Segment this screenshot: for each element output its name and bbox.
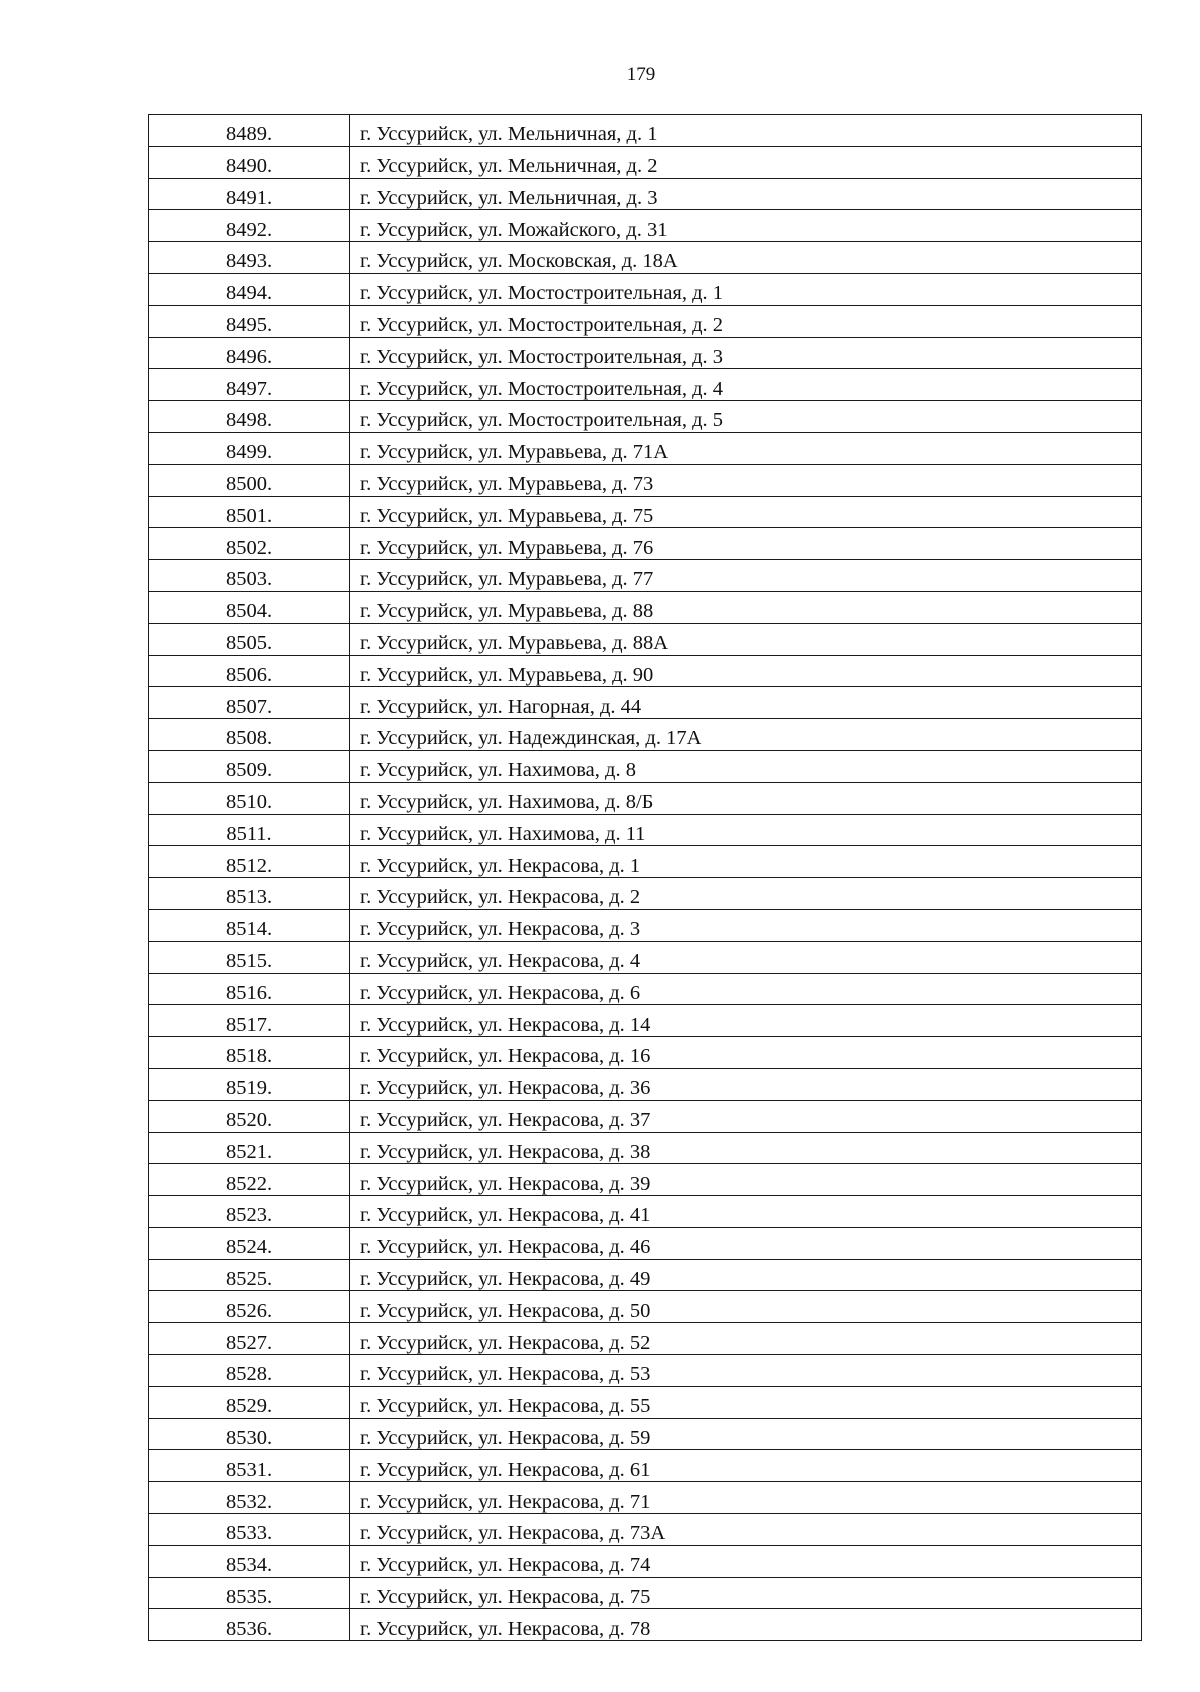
- row-number-cell: 8515.: [149, 941, 350, 973]
- page-number: 179: [626, 64, 656, 85]
- address-table: [148, 114, 1142, 1641]
- row-number-cell: 8520.: [149, 1100, 350, 1132]
- address-cell: г. Уссурийск, ул. Мельничная, д. 3: [350, 178, 1142, 210]
- row-number-cell: 8495.: [149, 305, 350, 337]
- row-number-cell: 8518.: [149, 1037, 350, 1069]
- table-row: [149, 115, 1142, 147]
- table-row: [149, 1132, 1142, 1164]
- row-number-cell: 8523.: [149, 1196, 350, 1228]
- address-cell: г. Уссурийск, ул. Можайского, д. 31: [350, 210, 1142, 242]
- address-cell: г. Уссурийск, ул. Мостостроительная, д. 3: [350, 337, 1142, 369]
- address-cell: г. Уссурийск, ул. Некрасова, д. 74: [350, 1545, 1142, 1577]
- row-number-cell: 8509.: [149, 750, 350, 782]
- table-row: [149, 146, 1142, 178]
- table-row: [149, 1323, 1142, 1355]
- row-number-cell: 8512.: [149, 846, 350, 878]
- row-number-cell: 8516.: [149, 973, 350, 1005]
- table-row: [149, 1259, 1142, 1291]
- table-row: [149, 1450, 1142, 1482]
- address-cell: г. Уссурийск, ул. Некрасова, д. 16: [350, 1037, 1142, 1069]
- address-cell: г. Уссурийск, ул. Некрасова, д. 75: [350, 1577, 1142, 1609]
- table-row: [149, 1418, 1142, 1450]
- row-number-cell: 8502.: [149, 528, 350, 560]
- address-cell: г. Уссурийск, ул. Некрасова, д. 55: [350, 1386, 1142, 1418]
- row-number-cell: 8510.: [149, 782, 350, 814]
- row-number-cell: 8491.: [149, 178, 350, 210]
- row-number-cell: 8500.: [149, 464, 350, 496]
- table-row: [149, 973, 1142, 1005]
- address-cell: г. Уссурийск, ул. Нахимова, д. 8: [350, 750, 1142, 782]
- table-row: [149, 401, 1142, 433]
- table-row: [149, 750, 1142, 782]
- row-number-cell: 8524.: [149, 1227, 350, 1259]
- table-row: [149, 1100, 1142, 1132]
- address-cell: г. Уссурийск, ул. Некрасова, д. 61: [350, 1450, 1142, 1482]
- table-row: [149, 1577, 1142, 1609]
- row-number-cell: 8513.: [149, 878, 350, 910]
- table-row: [149, 337, 1142, 369]
- address-cell: г. Уссурийск, ул. Надеждинская, д. 17А: [350, 719, 1142, 751]
- row-number-cell: 8517.: [149, 1005, 350, 1037]
- address-cell: г. Уссурийск, ул. Муравьева, д. 77: [350, 560, 1142, 592]
- address-cell: г. Уссурийск, ул. Муравьева, д. 75: [350, 496, 1142, 528]
- address-cell: г. Уссурийск, ул. Некрасова, д. 59: [350, 1418, 1142, 1450]
- row-number-cell: 8507.: [149, 687, 350, 719]
- row-number-cell: 8494.: [149, 273, 350, 305]
- address-cell: г. Уссурийск, ул. Мостостроительная, д. 1: [350, 273, 1142, 305]
- row-number-cell: 8506.: [149, 655, 350, 687]
- table-row: [149, 814, 1142, 846]
- address-cell: г. Уссурийск, ул. Некрасова, д. 2: [350, 878, 1142, 910]
- address-cell: г. Уссурийск, ул. Мостостроительная, д. 2: [350, 305, 1142, 337]
- address-cell: г. Уссурийск, ул. Некрасова, д. 14: [350, 1005, 1142, 1037]
- address-cell: г. Уссурийск, ул. Московская, д. 18А: [350, 242, 1142, 274]
- address-cell: г. Уссурийск, ул. Некрасова, д. 1: [350, 846, 1142, 878]
- address-cell: г. Уссурийск, ул. Некрасова, д. 71: [350, 1482, 1142, 1514]
- table-row: [149, 464, 1142, 496]
- address-cell: г. Уссурийск, ул. Муравьева, д. 88: [350, 591, 1142, 623]
- row-number-cell: 8498.: [149, 401, 350, 433]
- row-number-cell: 8526.: [149, 1291, 350, 1323]
- table-row: [149, 178, 1142, 210]
- table-row: [149, 305, 1142, 337]
- table-row: [149, 1227, 1142, 1259]
- table-row: [149, 432, 1142, 464]
- table-row: [149, 846, 1142, 878]
- address-cell: г. Уссурийск, ул. Муравьева, д. 71А: [350, 432, 1142, 464]
- row-number-cell: 8496.: [149, 337, 350, 369]
- row-number-cell: 8529.: [149, 1386, 350, 1418]
- row-number-cell: 8508.: [149, 719, 350, 751]
- table-row: [149, 1545, 1142, 1577]
- address-cell: г. Уссурийск, ул. Муравьева, д. 90: [350, 655, 1142, 687]
- address-cell: г. Уссурийск, ул. Мельничная, д. 2: [350, 146, 1142, 178]
- row-number-cell: 8531.: [149, 1450, 350, 1482]
- row-number-cell: 8499.: [149, 432, 350, 464]
- table-row: [149, 1037, 1142, 1069]
- address-cell: г. Уссурийск, ул. Некрасова, д. 38: [350, 1132, 1142, 1164]
- row-number-cell: 8497.: [149, 369, 350, 401]
- table-row: [149, 1196, 1142, 1228]
- address-cell: г. Уссурийск, ул. Некрасова, д. 41: [350, 1196, 1142, 1228]
- address-cell: г. Уссурийск, ул. Муравьева, д. 88А: [350, 623, 1142, 655]
- table-row: [149, 1386, 1142, 1418]
- address-cell: г. Уссурийск, ул. Некрасова, д. 39: [350, 1164, 1142, 1196]
- address-cell: г. Уссурийск, ул. Муравьева, д. 76: [350, 528, 1142, 560]
- address-cell: г. Уссурийск, ул. Некрасова, д. 49: [350, 1259, 1142, 1291]
- row-number-cell: 8521.: [149, 1132, 350, 1164]
- table-row: [149, 1068, 1142, 1100]
- row-number-cell: 8505.: [149, 623, 350, 655]
- table-row: [149, 687, 1142, 719]
- address-cell: г. Уссурийск, ул. Некрасова, д. 36: [350, 1068, 1142, 1100]
- table-row: [149, 1164, 1142, 1196]
- address-cell: г. Уссурийск, ул. Некрасова, д. 78: [350, 1609, 1142, 1641]
- address-cell: г. Уссурийск, ул. Нахимова, д. 11: [350, 814, 1142, 846]
- table-row: [149, 369, 1142, 401]
- address-cell: г. Уссурийск, ул. Нагорная, д. 44: [350, 687, 1142, 719]
- address-cell: г. Уссурийск, ул. Мельничная, д. 1: [350, 115, 1142, 147]
- address-cell: г. Уссурийск, ул. Мостостроительная, д. 4: [350, 369, 1142, 401]
- row-number-cell: 8501.: [149, 496, 350, 528]
- table-row: [149, 1355, 1142, 1387]
- row-number-cell: 8504.: [149, 591, 350, 623]
- table-row: [149, 1609, 1142, 1641]
- table-row: [149, 1514, 1142, 1546]
- row-number-cell: 8535.: [149, 1577, 350, 1609]
- row-number-cell: 8489.: [149, 115, 350, 147]
- address-cell: г. Уссурийск, ул. Некрасова, д. 6: [350, 973, 1142, 1005]
- table-row: [149, 655, 1142, 687]
- address-cell: г. Уссурийск, ул. Некрасова, д. 50: [350, 1291, 1142, 1323]
- row-number-cell: 8533.: [149, 1514, 350, 1546]
- row-number-cell: 8503.: [149, 560, 350, 592]
- table-row: [149, 909, 1142, 941]
- row-number-cell: 8493.: [149, 242, 350, 274]
- row-number-cell: 8525.: [149, 1259, 350, 1291]
- address-cell: г. Уссурийск, ул. Нахимова, д. 8/Б: [350, 782, 1142, 814]
- table-row: [149, 1482, 1142, 1514]
- address-cell: г. Уссурийск, ул. Некрасова, д. 52: [350, 1323, 1142, 1355]
- row-number-cell: 8492.: [149, 210, 350, 242]
- address-cell: г. Уссурийск, ул. Некрасова, д. 73А: [350, 1514, 1142, 1546]
- row-number-cell: 8511.: [149, 814, 350, 846]
- address-cell: г. Уссурийск, ул. Некрасова, д. 53: [350, 1355, 1142, 1387]
- table-row: [149, 623, 1142, 655]
- table-row: [149, 496, 1142, 528]
- row-number-cell: 8528.: [149, 1355, 350, 1387]
- address-cell: г. Уссурийск, ул. Некрасова, д. 37: [350, 1100, 1142, 1132]
- table-row: [149, 273, 1142, 305]
- row-number-cell: 8490.: [149, 146, 350, 178]
- address-cell: г. Уссурийск, ул. Мостостроительная, д. 5: [350, 401, 1142, 433]
- row-number-cell: 8522.: [149, 1164, 350, 1196]
- table-row: [149, 242, 1142, 274]
- table-row: [149, 878, 1142, 910]
- address-cell: г. Уссурийск, ул. Некрасова, д. 4: [350, 941, 1142, 973]
- table-row: [149, 591, 1142, 623]
- table-row: [149, 560, 1142, 592]
- table-row: [149, 1005, 1142, 1037]
- row-number-cell: 8527.: [149, 1323, 350, 1355]
- row-number-cell: 8536.: [149, 1609, 350, 1641]
- table-row: [149, 941, 1142, 973]
- row-number-cell: 8534.: [149, 1545, 350, 1577]
- address-cell: г. Уссурийск, ул. Муравьева, д. 73: [350, 464, 1142, 496]
- row-number-cell: 8530.: [149, 1418, 350, 1450]
- address-cell: г. Уссурийск, ул. Некрасова, д. 46: [350, 1227, 1142, 1259]
- table-row: [149, 210, 1142, 242]
- table-row: [149, 719, 1142, 751]
- row-number-cell: 8532.: [149, 1482, 350, 1514]
- table-row: [149, 782, 1142, 814]
- table-row: [149, 528, 1142, 560]
- table-row: [149, 1291, 1142, 1323]
- row-number-cell: 8519.: [149, 1068, 350, 1100]
- table-body: [149, 115, 1142, 1641]
- address-cell: г. Уссурийск, ул. Некрасова, д. 3: [350, 909, 1142, 941]
- row-number-cell: 8514.: [149, 909, 350, 941]
